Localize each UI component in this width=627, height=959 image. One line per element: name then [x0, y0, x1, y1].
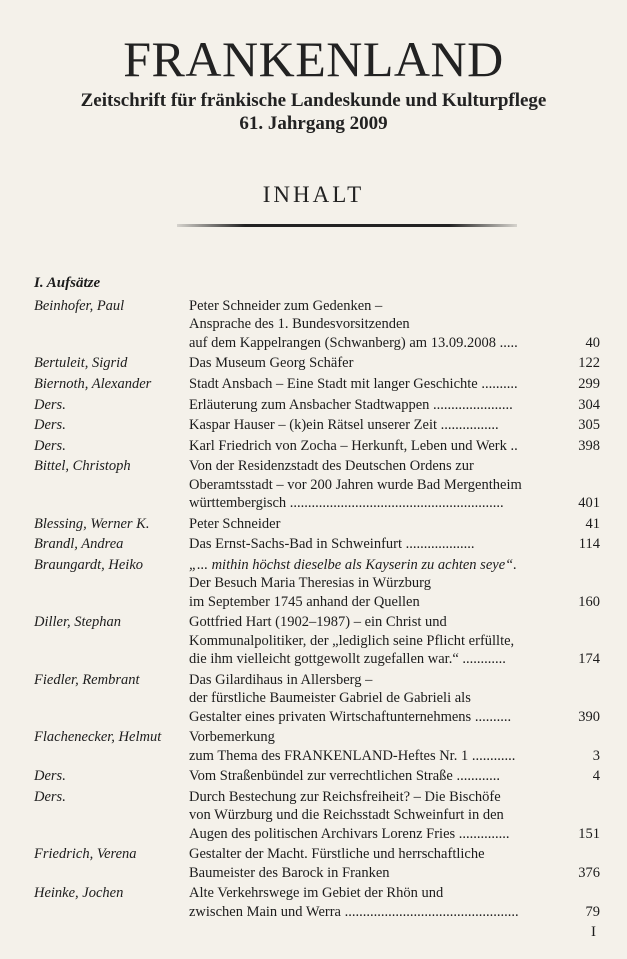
toc-page-number: 305: [578, 417, 600, 434]
toc-author: Beinhofer, Paul: [34, 298, 125, 314]
toc-author: Ders.: [34, 417, 66, 434]
toc-author: Ders.: [34, 437, 66, 454]
toc-page-number: 401: [578, 495, 600, 512]
toc-page-number: 79: [585, 903, 600, 920]
journal-subtitle: Zeitschrift für fränkische Landeskunde und Kulturpflege: [80, 90, 547, 111]
toc-page-number: 398: [578, 437, 600, 454]
toc-title-line: Ansprache des 1. Bundesvorsitzenden: [189, 316, 410, 333]
toc-title-line: zum Thema des FRANKENLAND-Heftes Nr. 1 ............ 3: [189, 747, 600, 764]
toc-page-number: 3: [592, 747, 600, 764]
toc-title-line: Durch Bestechung zur Reichsfreiheit? – Die Bischöfe: [189, 788, 501, 805]
toc-page-number: 151: [578, 825, 600, 842]
journal-title: FRANKENLAND: [123, 31, 504, 87]
toc-title-line: Das Museum Georg Schäfer 122: [189, 355, 600, 372]
toc-title-line: Das Ernst-Sachs-Bad in Schweinfurt ................... 114: [189, 536, 600, 553]
toc-author: Ders.: [34, 788, 66, 805]
toc-title-line: auf dem Kappelrangen (Schwanberg) am 13.09.2008 ..... 40: [189, 334, 600, 351]
toc-author: Blessing, Werner K.: [34, 515, 150, 532]
section-title: I. Aufsätze: [34, 275, 101, 291]
toc-page-number: 122: [578, 355, 600, 372]
toc-page-number: 40: [585, 334, 600, 351]
toc-author: Braungardt, Heiko: [34, 557, 144, 573]
toc-author: Friedrich, Verena: [34, 846, 137, 863]
page-folio: I: [591, 924, 596, 940]
toc-title-line: Erläuterung zum Ansbacher Stadtwappen ...................... 304: [189, 396, 600, 413]
toc-author: Flachenecker, Helmut: [34, 729, 162, 746]
toc-title-line: der fürstliche Baumeister Gabriel de Gabrieli als: [189, 690, 471, 707]
toc-page-number: 160: [578, 593, 600, 610]
toc-author: Biernoth, Alexander: [34, 376, 152, 392]
toc-page-number: 376: [578, 864, 600, 881]
toc-title-line: Peter Schneider zum Gedenken –: [189, 298, 383, 314]
heading-rule: [177, 224, 517, 227]
toc-page-number: 41: [585, 515, 600, 532]
toc-title-line: die ihm vielleicht gottgewollt zugefallen war.“ ............ 174: [189, 651, 600, 668]
toc-title-line: Vorbemerkung: [189, 729, 275, 746]
toc-author: Fiedler, Rembrant: [34, 671, 140, 688]
toc-author: Heinke, Jochen: [34, 885, 124, 902]
toc-author: Bertuleit, Sigrid: [34, 355, 128, 372]
toc-title-line: Das Gilardihaus in Allersberg –: [189, 671, 373, 688]
toc-title-line: von Würzburg und die Reichsstadt Schweinfurt in den: [189, 807, 504, 824]
toc-title-line: Gestalter eines privaten Wirtschaftunternehmens .......... 390: [189, 708, 600, 725]
toc-title-line: Kaspar Hauser – (k)ein Rätsel unserer Zeit ................ 305: [189, 417, 600, 434]
toc-title-line: im September 1745 anhand der Quellen 160: [189, 593, 600, 610]
toc-author: Bittel, Christoph: [34, 458, 131, 475]
toc-title-line: Karl Friedrich von Zocha – Herkunft, Leben und Werk .. 398: [189, 437, 600, 454]
toc-page-number: 174: [578, 651, 600, 668]
toc-title-line: Peter Schneider 41: [189, 515, 600, 532]
toc-title-line: Oberamtsstadt – vor 200 Jahren wurde Bad Mergentheim: [189, 476, 522, 493]
contents-heading: INHALT: [262, 182, 365, 207]
toc-title-line: Von der Residenzstadt des Deutschen Ordens zur: [189, 458, 474, 475]
toc-page-number: 114: [578, 536, 600, 553]
toc-title-line: Der Besuch Maria Theresias in Würzburg: [189, 575, 431, 592]
toc-title-line: „... mithin höchst dieselbe als Kayserin zu achten seye“.: [189, 557, 517, 573]
toc-author: Brandl, Andrea: [34, 536, 124, 553]
toc-author: Diller, Stephan: [34, 614, 121, 631]
toc-title-line: Vom Straßenbündel zur verrechtlichen Straße ............ 4: [189, 768, 600, 785]
toc-title-line: Baumeister des Barock in Franken 376: [189, 864, 600, 881]
toc-author: Ders.: [34, 396, 66, 413]
toc-title-line: zwischen Main und Werra ................................................ 79: [189, 903, 600, 920]
toc-title-line: Augen des politischen Archivars Lorenz Fries .............. 151: [189, 825, 600, 842]
toc-title-line: Kommunalpolitiker, der „lediglich seine Pflicht erfüllte,: [189, 632, 515, 649]
toc-page-number: 4: [592, 768, 600, 785]
toc-title-line: Gestalter der Macht. Fürstliche und herrschaftliche: [189, 846, 485, 863]
toc-title-line: Alte Verkehrswege im Gebiet der Rhön und: [189, 885, 444, 902]
toc-title-line: Stadt Ansbach – Eine Stadt mit langer Geschichte .......... 299: [189, 376, 600, 392]
toc-page-number: 304: [578, 396, 600, 413]
toc-title-line: Gottfried Hart (1902–1987) – ein Christ und: [189, 614, 447, 631]
toc-author: Ders.: [34, 768, 66, 785]
volume-year: 61. Jahrgang 2009: [239, 113, 388, 134]
toc-page-number: 299: [578, 376, 600, 392]
toc-title-line: württembergisch ........................................................... 401: [189, 495, 600, 512]
toc-page-number: 390: [578, 708, 600, 725]
